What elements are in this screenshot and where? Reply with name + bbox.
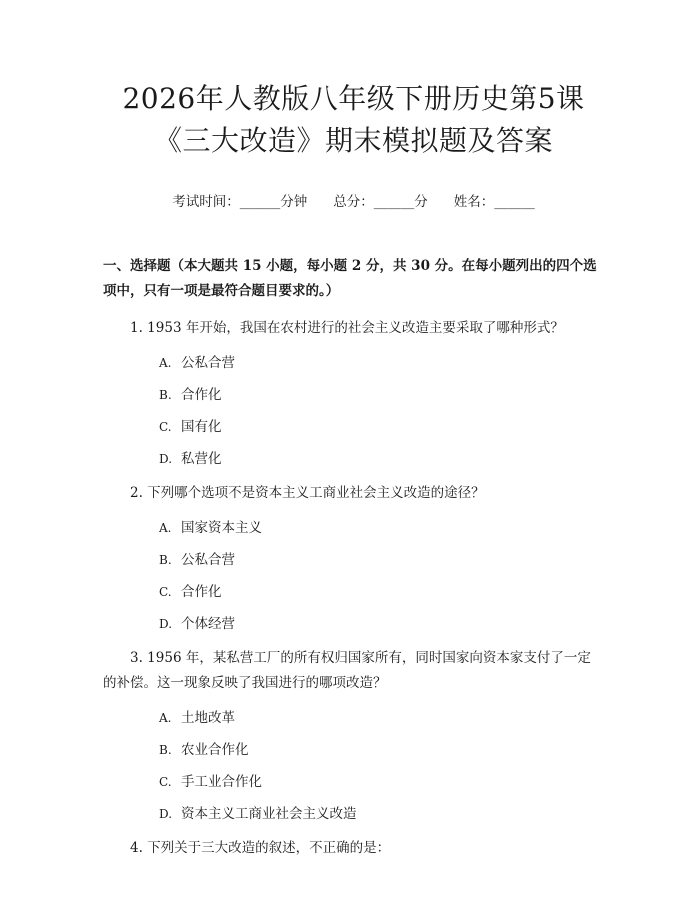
- option-a: [103, 708, 604, 728]
- option-text: 公私合营: [181, 355, 235, 371]
- question-1: [103, 316, 604, 469]
- option-letter: C.: [159, 775, 172, 789]
- option-letter: C.: [159, 420, 172, 434]
- option-letter: A.: [159, 711, 172, 725]
- question-stem: 4. 下列关于三大改造的叙述，不正确的是：: [130, 840, 391, 856]
- option-letter: B.: [159, 743, 172, 757]
- option-text: 农业合作化: [181, 742, 249, 758]
- option-list: [103, 708, 604, 824]
- option-d: [103, 614, 604, 634]
- question-stem: 2. 下列哪个选项不是资本主义工商业社会主义改造的途径？: [130, 485, 485, 501]
- option-list: [103, 518, 604, 634]
- question-stem: 3. 1956 年，某私营工厂的所有权归国家所有，同时国家向资本家支付了一定的补偿。这一现象反映了我国进行的哪项改造？: [103, 650, 591, 691]
- document-title: 2026年人教版八年级下册历史第5课《三大改造》期末模拟题及答案: [122, 82, 585, 157]
- exam-meta-line: [103, 190, 604, 210]
- option-letter: D.: [159, 807, 173, 821]
- exam-time-field: 考试时间：______分钟: [172, 194, 308, 210]
- option-d: [103, 449, 604, 469]
- option-letter: A.: [159, 521, 172, 535]
- option-letter: B.: [159, 553, 172, 567]
- option-list: [103, 353, 604, 469]
- option-letter: D.: [159, 617, 173, 631]
- option-c: [103, 417, 604, 437]
- option-letter: A.: [159, 356, 172, 370]
- option-text: 合作化: [181, 584, 222, 600]
- option-text: 资本主义工商业社会主义改造: [181, 806, 357, 822]
- option-a: [103, 353, 604, 373]
- option-b: [103, 740, 604, 760]
- option-text: 国有化: [181, 419, 222, 435]
- option-text: 私营化: [181, 451, 222, 467]
- option-text: 合作化: [181, 387, 222, 403]
- option-text: 公私合营: [181, 552, 235, 568]
- option-letter: D.: [159, 452, 173, 466]
- option-d: [103, 804, 604, 824]
- option-text: 土地改革: [181, 710, 235, 726]
- option-text: 个体经营: [181, 616, 235, 632]
- option-letter: C.: [159, 585, 172, 599]
- option-c: [103, 772, 604, 792]
- option-b: [103, 385, 604, 405]
- option-c: [103, 582, 604, 602]
- option-text: 手工业合作化: [181, 774, 262, 790]
- question-stem: 1. 1953 年开始，我国在农村进行的社会主义改造主要采取了哪种形式？: [130, 320, 564, 336]
- question-3: [103, 646, 604, 824]
- section-heading-multiple-choice: 一、选择题（本大题共 15 小题，每小题 2 分，共 30 分。在每小题列出的四个选项中，只有一项是最符合题目要求的。）: [103, 258, 597, 299]
- total-score-field: 总分：______分: [333, 194, 428, 210]
- option-a: [103, 518, 604, 538]
- question-4: [103, 836, 604, 861]
- student-name-field: 姓名：______: [453, 194, 535, 210]
- question-2: [103, 481, 604, 634]
- option-text: 国家资本主义: [181, 520, 262, 536]
- option-b: [103, 550, 604, 570]
- option-letter: B.: [159, 388, 172, 402]
